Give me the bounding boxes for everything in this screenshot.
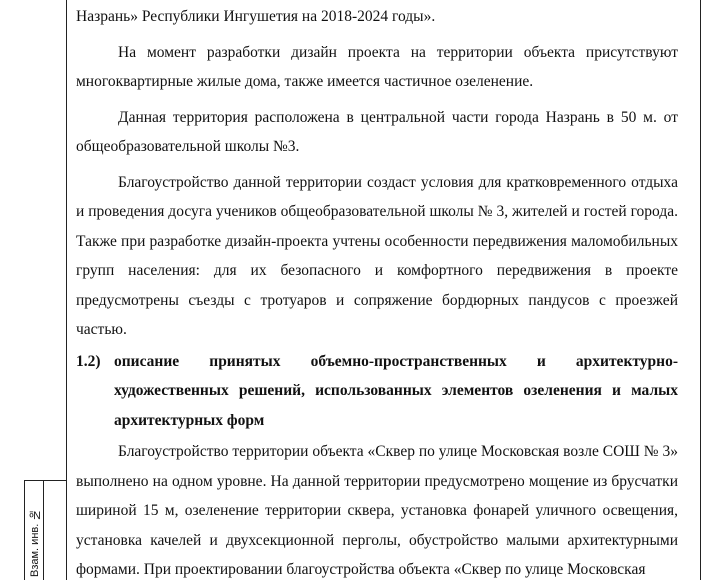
section-title: описание принятых объемно-пространственных и архитектурно-художественных решений, использованных элементов озеленения и малых архитектурных форм (114, 352, 678, 429)
stamp-cell (24, 480, 44, 580)
frame-border-right (700, 0, 701, 580)
section-number: 1.2) (76, 352, 101, 370)
stamp-label: Взам. инв. № (29, 508, 41, 577)
paragraph-4: Благоустройство территории объекта «Сквер по улице Московская возле СОШ № 3» выполнено на одном уровне. На данной территории предусмотрено мощение из брусчатки шириной 15 м, озеленение территории сквера, установка фонарей уличного освещения, установка качелей и двухсекционной перголы, обустройство малыми архитектурными формами. При проектировании благоустройства объекта «Сквер по улице Московская (76, 443, 678, 578)
continuation-line: Назрань» Республики Ингушетия на 2018-2024 годы». (76, 8, 436, 25)
title-block-stamp (24, 480, 66, 580)
stamp-cell-empty (44, 480, 66, 580)
paragraph-2: Данная территория расположена в центральной части города Назрань в 50 м. от общеобразовательной школы №3. (76, 108, 678, 155)
document-body (76, 2, 678, 585)
section-heading (76, 347, 678, 436)
paragraph-3: Благоустройство данной территории создаст условия для кратковременного отдыха и проведения досуга учеников общеобразовательной школы № 3, жителей и гостей города. Также при разработке дизайн-проекта учтены особенности передвижения маломобильных групп населения: для их безопасного и комфортного передвижения в проекте предусмотрены съезды с тротуаров и сопряжение бордюрных пандусов с проезжей частью. (76, 173, 678, 338)
frame-border-left (66, 0, 67, 580)
paragraph-1: На момент разработки дизайн проекта на территории объекта присутствуют многоквартирные жилые дома, также имеется частичное озеленение. (76, 43, 678, 90)
